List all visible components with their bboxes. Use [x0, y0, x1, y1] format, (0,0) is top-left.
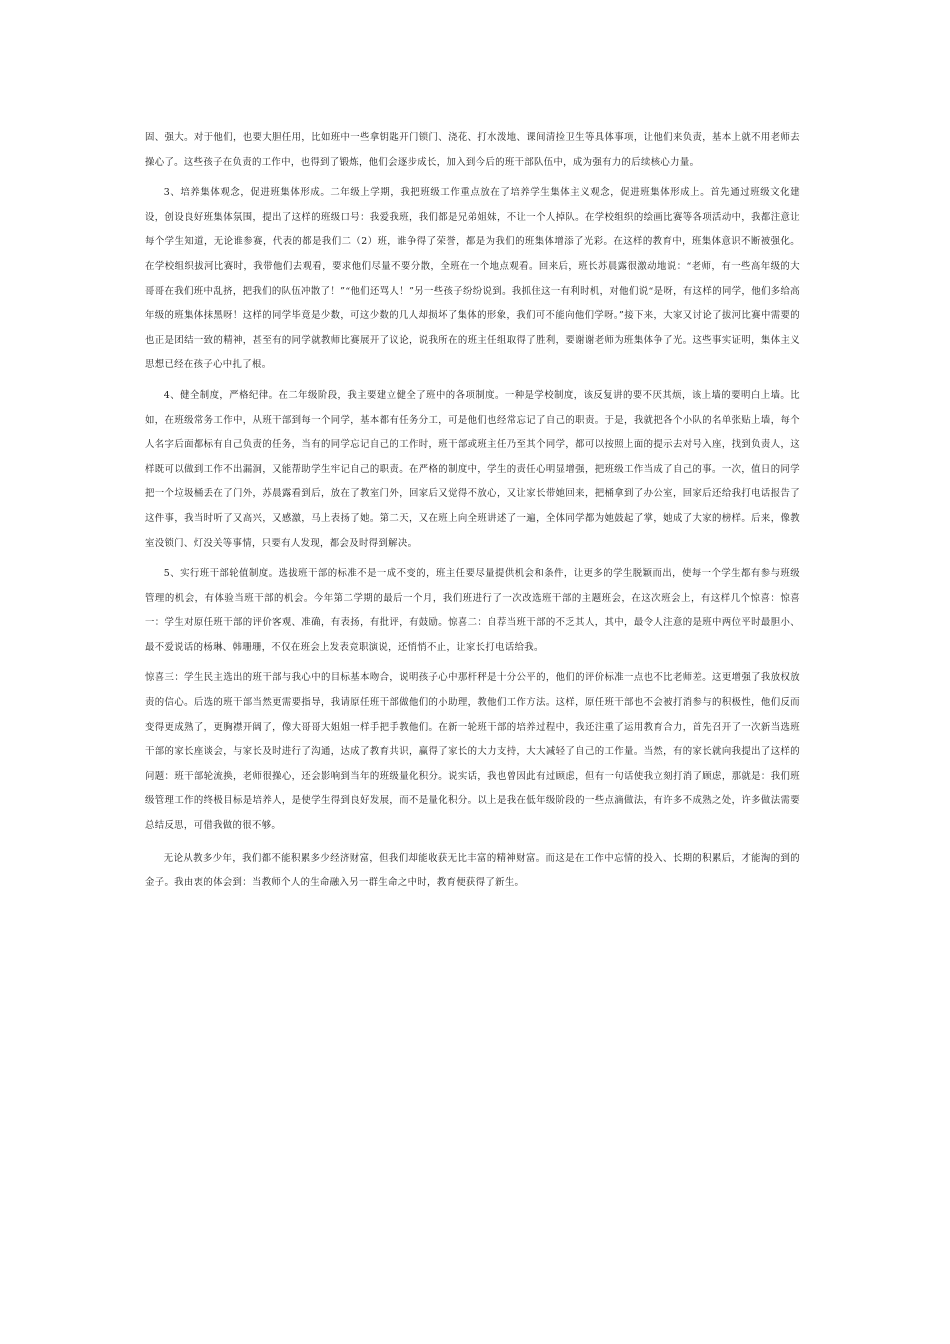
paragraph-collective-concept: 3、培养集体观念，促进班集体形成。二年级上学期，我把班级工作重点放在了培养学生集体主义观念，促进班集体形成上。首先通过班级文化建设，创设良好班集体氛围，提出了这样的班级口号：我爱我班，我们都是兄弟姐妹，不让一个人掉队。在学校组织的绘画比赛等各项活动中，我都注意让每个学生知道，无论谁参赛，代表的都是我们二（2）班，谁争得了荣誉，都是为我们的班集体增添了光彩。在这样的教育中，班集体意识不断被强化。在学校组织拔河比赛时，我带他们去观看，要求他们尽量不要分散，全班在一个地点观看。回来后，班长苏晨露很激动地说：“老师，有一些高年级的大哥哥在我们班中乱挤，把我们的队伍冲散了！”“他们还骂人！”另一些孩子纷纷说到。我抓住这一有利时机，对他们说“是呀，有这样的同学，他们多给高年级的班集体抹黑呀！这样的同学毕竟是少数，可这少数的几人却损坏了集体的形象，我们可不能向他们学呀。”接下来，大家又讨论了拔河比赛中需要的也正是团结一致的精神，甚至有的同学就教师比赛展开了议论，说我所在的班主任组取得了胜利，要谢谢老师为班集体争了光。这些事实证明，集体主义思想已经在孩子心中扎了根。 [145, 187, 800, 371]
paragraph-rules-discipline: 4、健全制度，严格纪律。在二年级阶段，我主要建立健全了班中的各项制度。一种是学校制度，该反复讲的要不厌其烦，该上墙的要明白上墙。比如，在班级常务工作中，从班干部到每一个同学，基本都有任务分工，可是他们也经常忘记了自己的职责。于是，我就把各个小队的名单张贴上墙，每个人名字后面都标有自己负责的任务，当有的同学忘记自己的工作时，班干部或班主任乃至其个同学，都可以按照上面的提示去对号入座，找到负责人，这样既可以做到工作不出漏洞，又能帮助学生牢记自己的职责。在严格的制度中，学生的责任心明显增强，把班级工作当成了自己的事。一次，值日的同学把一个垃圾桶丢在了门外，苏晨露看到后，放在了教室门外，回家后又觉得不放心，又让家长带她回来，把桶拿到了办公室，回家后还给我打电话报告了这件事，我当时听了又高兴，又感激，马上表扬了她。第二天，又在班上向全班讲述了一遍，全体同学都为她鼓起了掌，她成了大家的榜样。后来，像教室没锁门、灯没关等事情，只要有人发现，都会及时得到解决。 [145, 389, 800, 549]
paragraph-continued: 固、强大。对于他们，也要大胆任用，比如班中一些拿钥匙开门锁门、浇花、打水泼地、课间清捡卫生等具体事项，让他们来负责，基本上就不用老师去操心了。这些孩子在负责的工作中，也得到了锻炼，他们会逐步成长，加入到今后的班干部队伍中，成为强有力的后续核心力量。 [145, 132, 800, 168]
paragraph-surprise-three: 惊喜三：学生民主选出的班干部与我心中的目标基本吻合，说明孩子心中那杆秤是十分公平的，他们的评价标准一点也不比老师差。这更增强了我放权放责的信心。后选的班干部当然更需要指导，我请原任班干部做他们的小助理，教他们工作方法。这样，原任班干部也不会被打消参与的积极性，他们反而变得更成熟了，更胸襟开阔了，像大哥哥大姐姐一样手把手教他们。在新一轮班干部的培养过程中，我还注重了运用教育合力，首先召开了一次新当选班干部的家长座谈会，与家长及时进行了沟通，达成了教育共识，赢得了家长的大力支持，大大减轻了自己的工作量。当然，有的家长就向我提出了这样的问题：班干部轮流换，老师很操心，还会影响到当年的班级量化积分。说实话，我也曾因此有过顾虑，但有一句话使我立刻打消了顾虑，那就是：我们班级管理工作的终极目标是培养人，是使学生得到良好发展，而不是量化积分。以上是我在低年级阶段的一些点滴做法，有许多不成熟之处，许多做法需要总结反思，可借我做的很不够。 [145, 672, 800, 832]
document-page [145, 126, 800, 896]
paragraph-rotating-cadres: 5、实行班干部轮值制度。选拔班干部的标准不是一成不变的，班主任要尽量提供机会和条件，让更多的学生脱颖而出，使每一个学生都有参与班级管理的机会，有体验当班干部的机会。今年第二学期的最后一个月，我们班进行了一次改选班干部的主题班会，在这次班会上，有这样几个惊喜：惊喜一：学生对原任班干部的评价客观、准确，有表扬，有批评，有鼓励。惊喜二：自荐当班干部的不乏其人，其中，最令人注意的是班中两位平时最胆小、最不爱说话的杨琳、韩珊珊，不仅在班会上发表竞职演说，还悄悄不止，让家长打电话给我。 [145, 568, 800, 653]
paragraph-conclusion: 无论从教多少年，我们都不能积累多少经济财富，但我们却能收获无比丰富的精神财富。而这是在工作中忘情的投入、长期的积累后，才能淘的到的金子。我由衷的体会到：当教师个人的生命融入另一群生命之中时，教育便获得了新生。 [145, 852, 800, 889]
